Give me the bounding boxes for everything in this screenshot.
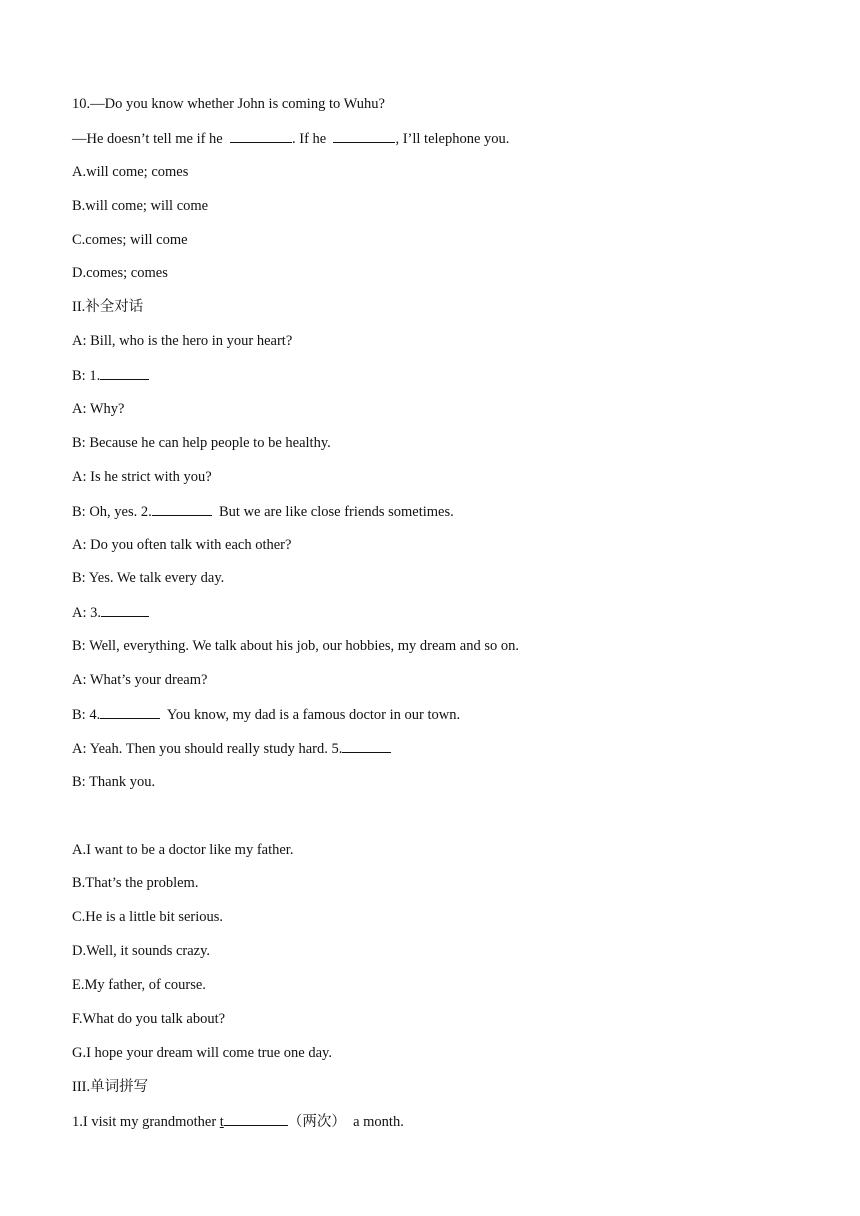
answer-text-post: , I’ll telephone you. <box>395 130 510 147</box>
answer-blank-2[interactable] <box>333 128 395 143</box>
dialogue-blank-1[interactable] <box>100 365 149 380</box>
option-c: C.comes; will come <box>72 231 188 248</box>
dialogue-option-d: D.Well, it sounds crazy. <box>72 943 211 960</box>
dialogue-option-g: G.I hope your dream will come true one day. <box>72 1044 332 1061</box>
answer-text-mid: . If he <box>292 130 334 147</box>
dialogue-line: A: Is he strict with you? <box>72 468 212 485</box>
dialogue-text: A: Yeah. Then you should really study hard. 5. <box>72 740 343 757</box>
dialogue-line <box>72 602 792 622</box>
dialogue-line: A: Why? <box>72 401 125 418</box>
dialogue-option-c: C.He is a little bit serious. <box>72 909 224 926</box>
dialogue-line: B: Yes. We talk every day. <box>72 570 225 587</box>
spacer <box>72 806 792 840</box>
dialogue-line <box>72 738 792 758</box>
dialogue-blank-2[interactable] <box>152 501 212 516</box>
spelling-text-pre: 1.I visit my grandmother <box>72 1113 220 1130</box>
dialogue-text: B: 1. <box>72 368 101 385</box>
dialogue-blank-3[interactable] <box>101 602 149 617</box>
document-content <box>72 94 792 1145</box>
spelling-question-1 <box>72 1111 792 1131</box>
dialogue-line: A: What’s your dream? <box>72 672 208 689</box>
question-10 <box>72 94 792 114</box>
dialogue-text: B: 4. <box>72 707 101 724</box>
dialogue-line: B: Because he can help people to be healthy. <box>72 434 331 451</box>
question-10-answer <box>72 128 792 148</box>
dialogue-text: A: 3. <box>72 605 101 622</box>
dialogue-line <box>72 704 792 724</box>
dialogue-text: B: Oh, yes. 2. <box>72 503 152 520</box>
spelling-text-post: a month. <box>345 1113 404 1130</box>
spelling-hint: （两次） <box>287 1113 346 1130</box>
question-10-text: 10.—Do you know whether John is coming to Wuhu? <box>72 96 385 112</box>
dialogue-option-e: E.My father, of course. <box>72 977 206 994</box>
dialogue-line: A: Do you often talk with each other? <box>72 536 292 553</box>
section-heading-dialogue: II.补全对话 <box>72 299 144 316</box>
dialogue-text: But we are like close friends sometimes. <box>211 503 454 520</box>
answer-text-pre: —He doesn’t tell me if he <box>72 130 230 147</box>
dialogue-option-a: A.I want to be a doctor like my father. <box>72 841 294 858</box>
spelling-blank-1[interactable] <box>224 1111 288 1126</box>
dialogue-option-b: B.That’s the problem. <box>72 875 199 892</box>
option-d: D.comes; comes <box>72 265 168 282</box>
dialogue-blank-5[interactable] <box>342 738 391 753</box>
dialogue-blank-4[interactable] <box>100 704 160 719</box>
section-heading-spelling: III.单词拼写 <box>72 1078 149 1095</box>
option-a: A.will come; comes <box>72 163 189 180</box>
dialogue-line: A: Bill, who is the hero in your heart? <box>72 333 293 350</box>
dialogue-line: B: Thank you. <box>72 773 156 790</box>
dialogue-option-f: F.What do you talk about? <box>72 1011 226 1028</box>
spelling-first-letter: t <box>219 1113 224 1130</box>
dialogue-line: B: Well, everything. We talk about his job, our hobbies, my dream and so on. <box>72 638 519 655</box>
answer-blank-1[interactable] <box>230 128 292 143</box>
dialogue-line <box>72 365 792 385</box>
option-b: B.will come; will come <box>72 197 209 214</box>
dialogue-text: You know, my dad is a famous doctor in our town. <box>160 707 461 724</box>
dialogue-line <box>72 501 792 521</box>
